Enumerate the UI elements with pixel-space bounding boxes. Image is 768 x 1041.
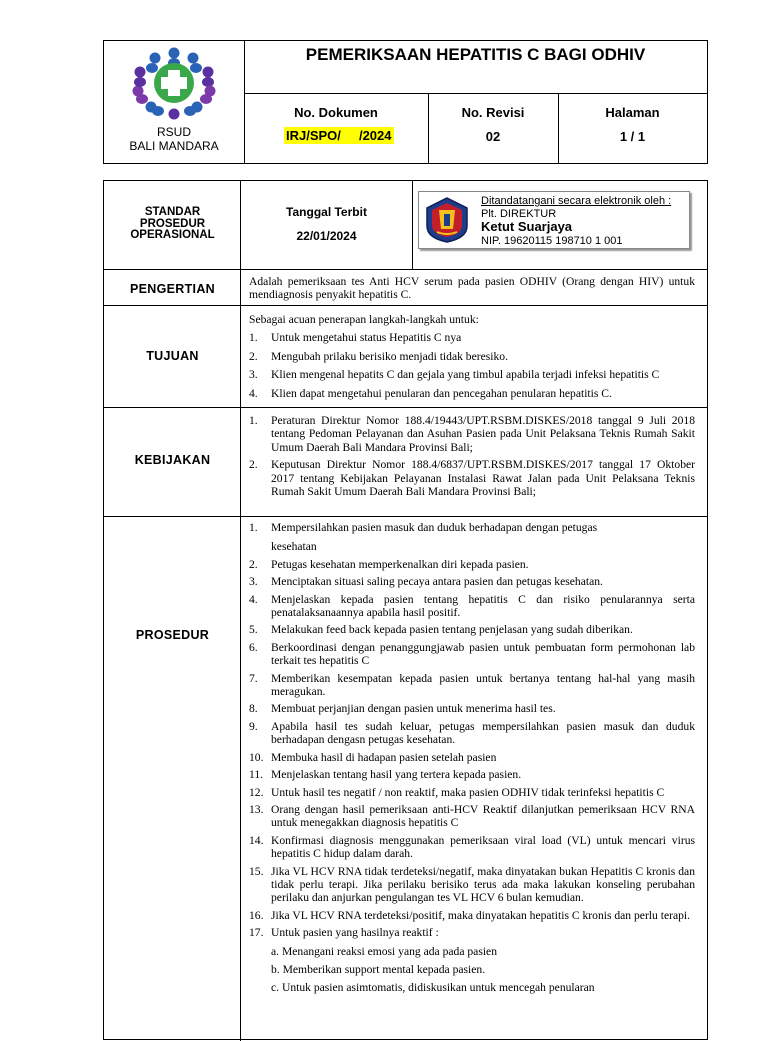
kebijakan-label: KEBIJAKAN — [134, 453, 211, 467]
row-divider — [104, 516, 707, 517]
list-item-number: 13. — [249, 802, 264, 816]
sub-list-item: a. Menangani reaksi emosi yang ada pada pasien — [271, 944, 497, 958]
list-item — [249, 786, 695, 799]
list-item-number: 5. — [249, 623, 258, 637]
list-item — [249, 751, 695, 764]
list-item-number: 4. — [249, 592, 258, 606]
list-item-text: Untuk pasien yang hasilnya reaktif : — [271, 926, 439, 940]
list-item — [249, 414, 695, 454]
hospital-name-line1: RSUD — [156, 125, 191, 139]
list-item — [249, 331, 695, 344]
pengertian-text: Adalah pemeriksaan tes Anti HCV serum pada pasien ODHIV (Orang dengan HIV) untuk mendiagnosis penyakit hepatitis C. — [249, 275, 695, 302]
list-item-number: 2. — [249, 458, 258, 472]
list-item — [249, 702, 695, 715]
document-header — [103, 40, 708, 164]
list-item — [249, 768, 695, 781]
list-item-text: Memberikan kesempatan kepada pasien untuk bertanya tentang hal-hal yang masih meragukan. — [271, 671, 695, 699]
list-item — [249, 458, 695, 498]
list-item-number: 1. — [249, 414, 258, 427]
list-item-number: 3. — [249, 368, 258, 382]
row-divider — [104, 269, 707, 270]
list-item — [249, 558, 695, 571]
government-emblem-icon — [423, 196, 471, 244]
doc-number-value: IRJ/SPO/ /2024 — [286, 128, 392, 143]
list-item-number: 8. — [249, 702, 258, 716]
list-item-text: Peraturan Direktur Nomor 188.4/19443/UPT.RSBM.DISKES/2018 tanggal 9 Juli 2018 tentang Pedoman Pelayanan dan Asuhan Pasien pada Unit Pelaksana Teknis Rumah Sakit Umum Daerah Bali Mandara Provinsi Bali; — [271, 414, 695, 454]
list-item — [249, 387, 695, 400]
list-item — [249, 834, 695, 861]
list-item-text: Orang dengan hasil pemeriksaan anti-HCV Reaktif dilanjutkan pemeriksaan HCV RNA untuk menegakkan diagnosis hepatitis C — [271, 802, 695, 830]
row-divider — [104, 407, 707, 408]
page-value: 1 / 1 — [619, 129, 646, 144]
doc-number-cell — [244, 93, 429, 163]
list-item-text: Menjelaskan tentang hasil yang tertera kepada pasien. — [271, 768, 522, 782]
signer-title: Plt. DIREKTUR — [481, 208, 557, 220]
kebijakan-content — [249, 414, 695, 498]
page-cell — [558, 93, 707, 163]
list-item-number: 4. — [249, 386, 258, 400]
list-item — [249, 803, 695, 830]
tanggal-terbit-label: Tanggal Terbit — [286, 205, 367, 219]
list-item-text: Mempersilahkan pasien masuk dan duduk berhadapan dengan petugas — [271, 521, 598, 534]
list-item-text: Konfirmasi diagnosis menggunakan pemeriksaan viral load (VL) untuk mencari virus hepatitis C hidup dalam darah. — [271, 833, 695, 861]
title-cell — [244, 41, 707, 94]
hospital-logo — [104, 41, 244, 125]
tanggal-terbit-cell — [241, 181, 413, 269]
list-item-text: Klien dapat mengetahui penularan dan pencegahan penularan hepatitis C. — [271, 386, 612, 400]
list-item-number: 16. — [249, 908, 264, 922]
list-item-text: Membuat perjanjian dengan pasien untuk menerima hasil tes. — [271, 702, 556, 716]
tanggal-terbit-value: 22/01/2024 — [296, 229, 357, 243]
list-item — [249, 575, 695, 588]
list-item-text: Untuk hasil tes negatif / non reaktif, maka pasien ODHIV tidak terinfeksi hepatitis C — [271, 785, 665, 799]
sop-label — [104, 207, 241, 242]
pengertian-label: PENGERTIAN — [130, 282, 215, 296]
list-item-text: Keputusan Direktur Nomor 188.4/6837/UPT.RSBM.DISKES/2017 tanggal 17 Oktober 2017 tentang Kebijakan Pelayanan Instalasi Rawat Jalan pada Unit Pelaksana Teknis Rumah Sakit Umum Daerah Bali Mandara Provinsi Bali; — [271, 458, 695, 499]
tujuan-label: TUJUAN — [146, 349, 199, 363]
tujuan-intro: Sebagai acuan penerapan langkah-langkah untuk: — [249, 313, 479, 326]
list-item-text: Menjelaskan kepada pasien tentang hepatitis C dan risiko penularannya serta penatalaksanaannya apabila hasil positif. — [271, 592, 695, 620]
electronic-signature-box — [418, 191, 690, 249]
signer-nip: NIP. 19620115 198710 1 001 — [481, 235, 623, 247]
revision-value: 02 — [485, 129, 501, 144]
list-item — [249, 368, 695, 381]
list-item-text: Jika VL HCV RNA tidak terdeteksi/negatif, maka dinyatakan bukan Hepatitis C kronis dan tidak perlu terapi. Jika perilaku berisiko terus ada maka lakukan konseling perubahan perilaku dan anjurkan pengulangan tes VL HCV 6 bulan kemudian. — [271, 864, 695, 905]
list-item — [249, 909, 695, 922]
list-item-number: 3. — [249, 575, 258, 589]
logo-cell — [104, 41, 245, 163]
list-item-number: 7. — [249, 671, 258, 685]
list-item-number: 11. — [249, 768, 264, 782]
list-item-number: 17. — [249, 926, 264, 940]
list-item-number: 2. — [249, 557, 258, 571]
list-item — [249, 926, 695, 939]
sub-list-item: b. Memberikan support mental kepada pasien. — [271, 962, 486, 976]
left-column — [104, 181, 241, 1041]
tujuan-content — [249, 313, 695, 400]
prosedur-content — [249, 521, 695, 995]
list-item-text: Apabila hasil tes sudah keluar, petugas mempersilahkan pasien masuk dan duduk berhadapan dengasn petugas kesehatan. — [271, 719, 695, 747]
doc-number-label: No. Dokumen — [294, 105, 378, 120]
row-divider — [104, 305, 707, 306]
tujuan-list — [249, 331, 695, 400]
list-item-number: 14. — [249, 833, 264, 847]
revision-cell — [428, 93, 559, 163]
prosedur-label: PROSEDUR — [135, 628, 210, 642]
sop-label-line1: STANDAR — [144, 206, 201, 218]
hospital-name — [104, 125, 244, 153]
list-item-text: Klien mengenal hepatits C dan gejala yang timbul apabila terjadi infeksi hepatitis C — [271, 368, 660, 382]
list-item-text: Untuk mengetahui status Hepatitis C nya — [271, 331, 462, 345]
list-item — [249, 720, 695, 747]
page-label: Halaman — [605, 105, 660, 120]
list-item-text-cont: kesehatan — [271, 540, 317, 554]
sub-list-item: c. Untuk pasien asimtomatis, didiskusikan untuk mencegah penularan — [271, 981, 595, 995]
list-item — [249, 641, 695, 668]
sop-label-line2: PROSEDUR — [139, 217, 206, 230]
document-title: PEMERIKSAAN HEPATITIS C BAGI ODHIV — [305, 45, 646, 64]
list-item-number: 9. — [249, 719, 258, 733]
list-item — [249, 350, 695, 363]
list-item: 1. Mempersilahkan pasien masuk dan duduk berhadapan dengan petugas kesehatan — [249, 521, 695, 554]
list-item-text: Mengubah prilaku berisiko menjadi tidak beresiko. — [271, 349, 508, 363]
list-item-number: 10. — [249, 750, 264, 764]
list-item-number: 2. — [249, 349, 258, 363]
list-item-number: 15. — [249, 864, 264, 878]
list-item-number: 1. — [249, 331, 258, 345]
list-item-text: Membuka hasil di hadapan pasien setelah pasien — [271, 750, 497, 764]
list-item-number: 6. — [249, 640, 258, 654]
list-item-text: Menciptakan situasi saling pecaya antara pasien dan petugas kesehatan. — [271, 575, 603, 589]
hospital-name-line2: BALI MANDARA — [129, 139, 219, 153]
list-item-number: 12. — [249, 785, 264, 799]
list-item-text: Jika VL HCV RNA terdeteksi/positif, maka dinyatakan hepatitis C kronis dan perlu terapi. — [271, 908, 691, 922]
sop-table — [103, 180, 708, 1040]
signer-name: Ketut Suarjaya — [481, 219, 573, 234]
revision-label: No. Revisi — [461, 105, 525, 120]
signature-statement: Ditandatangani secara elektronik oleh : — [481, 195, 672, 207]
list-item-text: Petugas kesehatan memperkenalkan diri kepada pasien. — [271, 557, 529, 571]
list-item-text: Berkoordinasi dengan penanggungjawab pasien untuk pembuatan form permohonan lab terkait tes hepatitis C — [271, 640, 695, 668]
sub-list — [249, 945, 695, 995]
sop-label-line3: OPERASIONAL — [130, 229, 215, 241]
list-item-text: Melakukan feed back kepada pasien tentang penjelasan yang sudah diberikan. — [271, 623, 633, 637]
list-item — [249, 672, 695, 699]
list-item — [249, 865, 695, 905]
kebijakan-list — [249, 414, 695, 498]
list-item — [249, 623, 695, 636]
list-item — [249, 593, 695, 620]
prosedur-list — [249, 521, 695, 940]
